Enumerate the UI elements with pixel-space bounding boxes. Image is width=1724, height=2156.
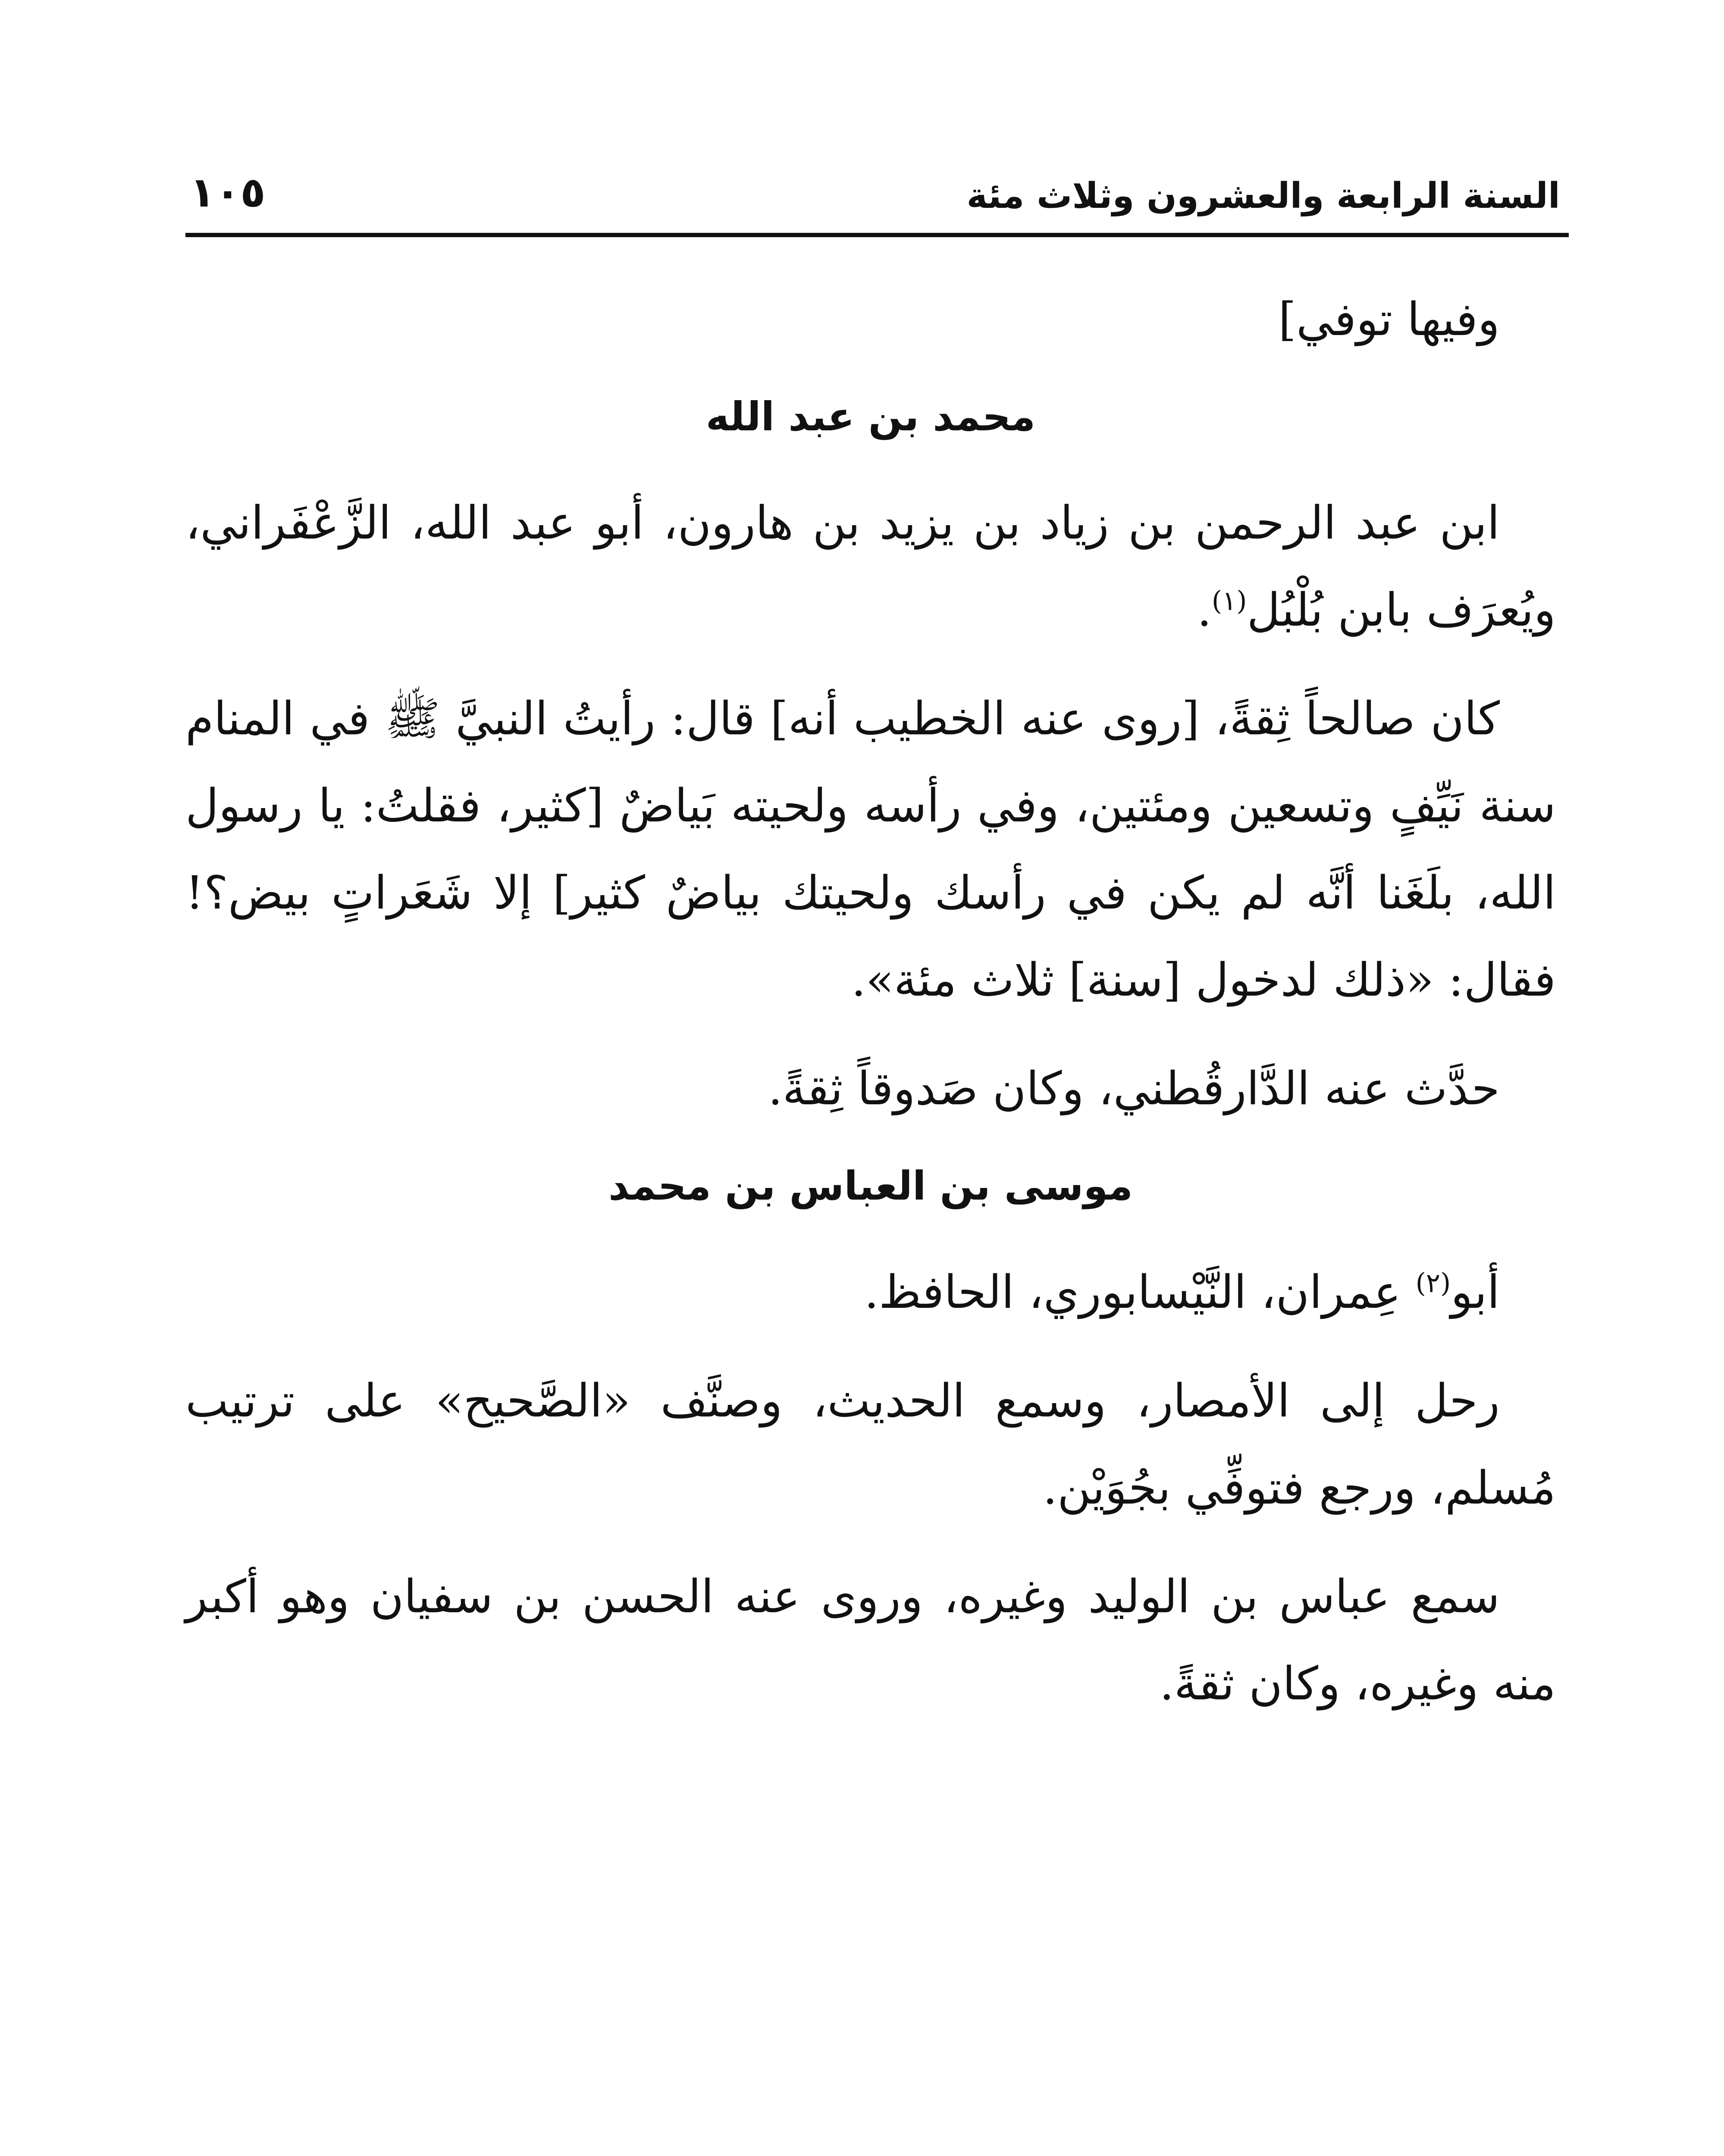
entry1-paragraph-2: كان صالحاً ثِقةً، [روى عنه الخطيب أنه] قال: رأيتُ النبيَّ ﷺ في المنام سنة نَيِّفٍ وتسعين ومئتين، وفي رأسه ولحيته بَياضٌ [كثير، فقلتُ: يا رسول الله، بلَغَنا أنَّه لم يكن في رأسك ولحيتك بياضٌ كثير] إلا شَعَراتٍ بيض؟! فقال: «ذلك لدخول [سنة] ثلاث مئة». — [185, 692, 1556, 1006]
entry2-paragraph-3: سمع عباس بن الوليد وغيره، وروى عنه الحسن بن سفيان وهو أكبر منه وغيره، وكان ثقةً. — [185, 1570, 1556, 1710]
entry1-p1-text: ابن عبد الرحمن بن زياد بن يزيد بن هارون، أبو عبد الله، الزَّعْفَراني، ويُعرَف بابن بُلْبُل — [185, 496, 1556, 636]
entry2-p1-start: أبو — [1451, 1266, 1500, 1319]
entry-heading-musa: موسى بن العباس بن محمد — [608, 1163, 1133, 1209]
page-number: ١٠٥ — [190, 168, 266, 216]
main-text — [185, 276, 1556, 1727]
running-title: السنة الرابعة والعشرون وثلاث مئة — [966, 175, 1560, 216]
entry1-p1-end: . — [1197, 583, 1212, 636]
entry1-paragraph-3: حدَّث عنه الدَّارقُطني، وكان صَدوقاً ثِقةً. — [768, 1062, 1500, 1115]
entry2-paragraph-2: رحل إلى الأمصار، وسمع الحديث، وصنَّف «الصَّحيح» على ترتيب مُسلم، ورجع فتوفِّي بجُوَيْن. — [185, 1374, 1556, 1514]
running-head — [190, 168, 1560, 216]
header-rule — [185, 233, 1569, 237]
footnote-ref-1: (١) — [1211, 585, 1247, 617]
entry-heading-muhammad: محمد بن عبد الله — [705, 394, 1036, 440]
entry2-paragraph-1 — [185, 1249, 1556, 1336]
entry2-p1-rest: عِمران، النَّيْسابوري، الحافظ. — [864, 1266, 1416, 1319]
opening-line: وفيها توفي] — [1278, 293, 1500, 346]
entry1-paragraph-1 — [185, 479, 1556, 654]
footnote-ref-2: (٢) — [1415, 1267, 1451, 1299]
